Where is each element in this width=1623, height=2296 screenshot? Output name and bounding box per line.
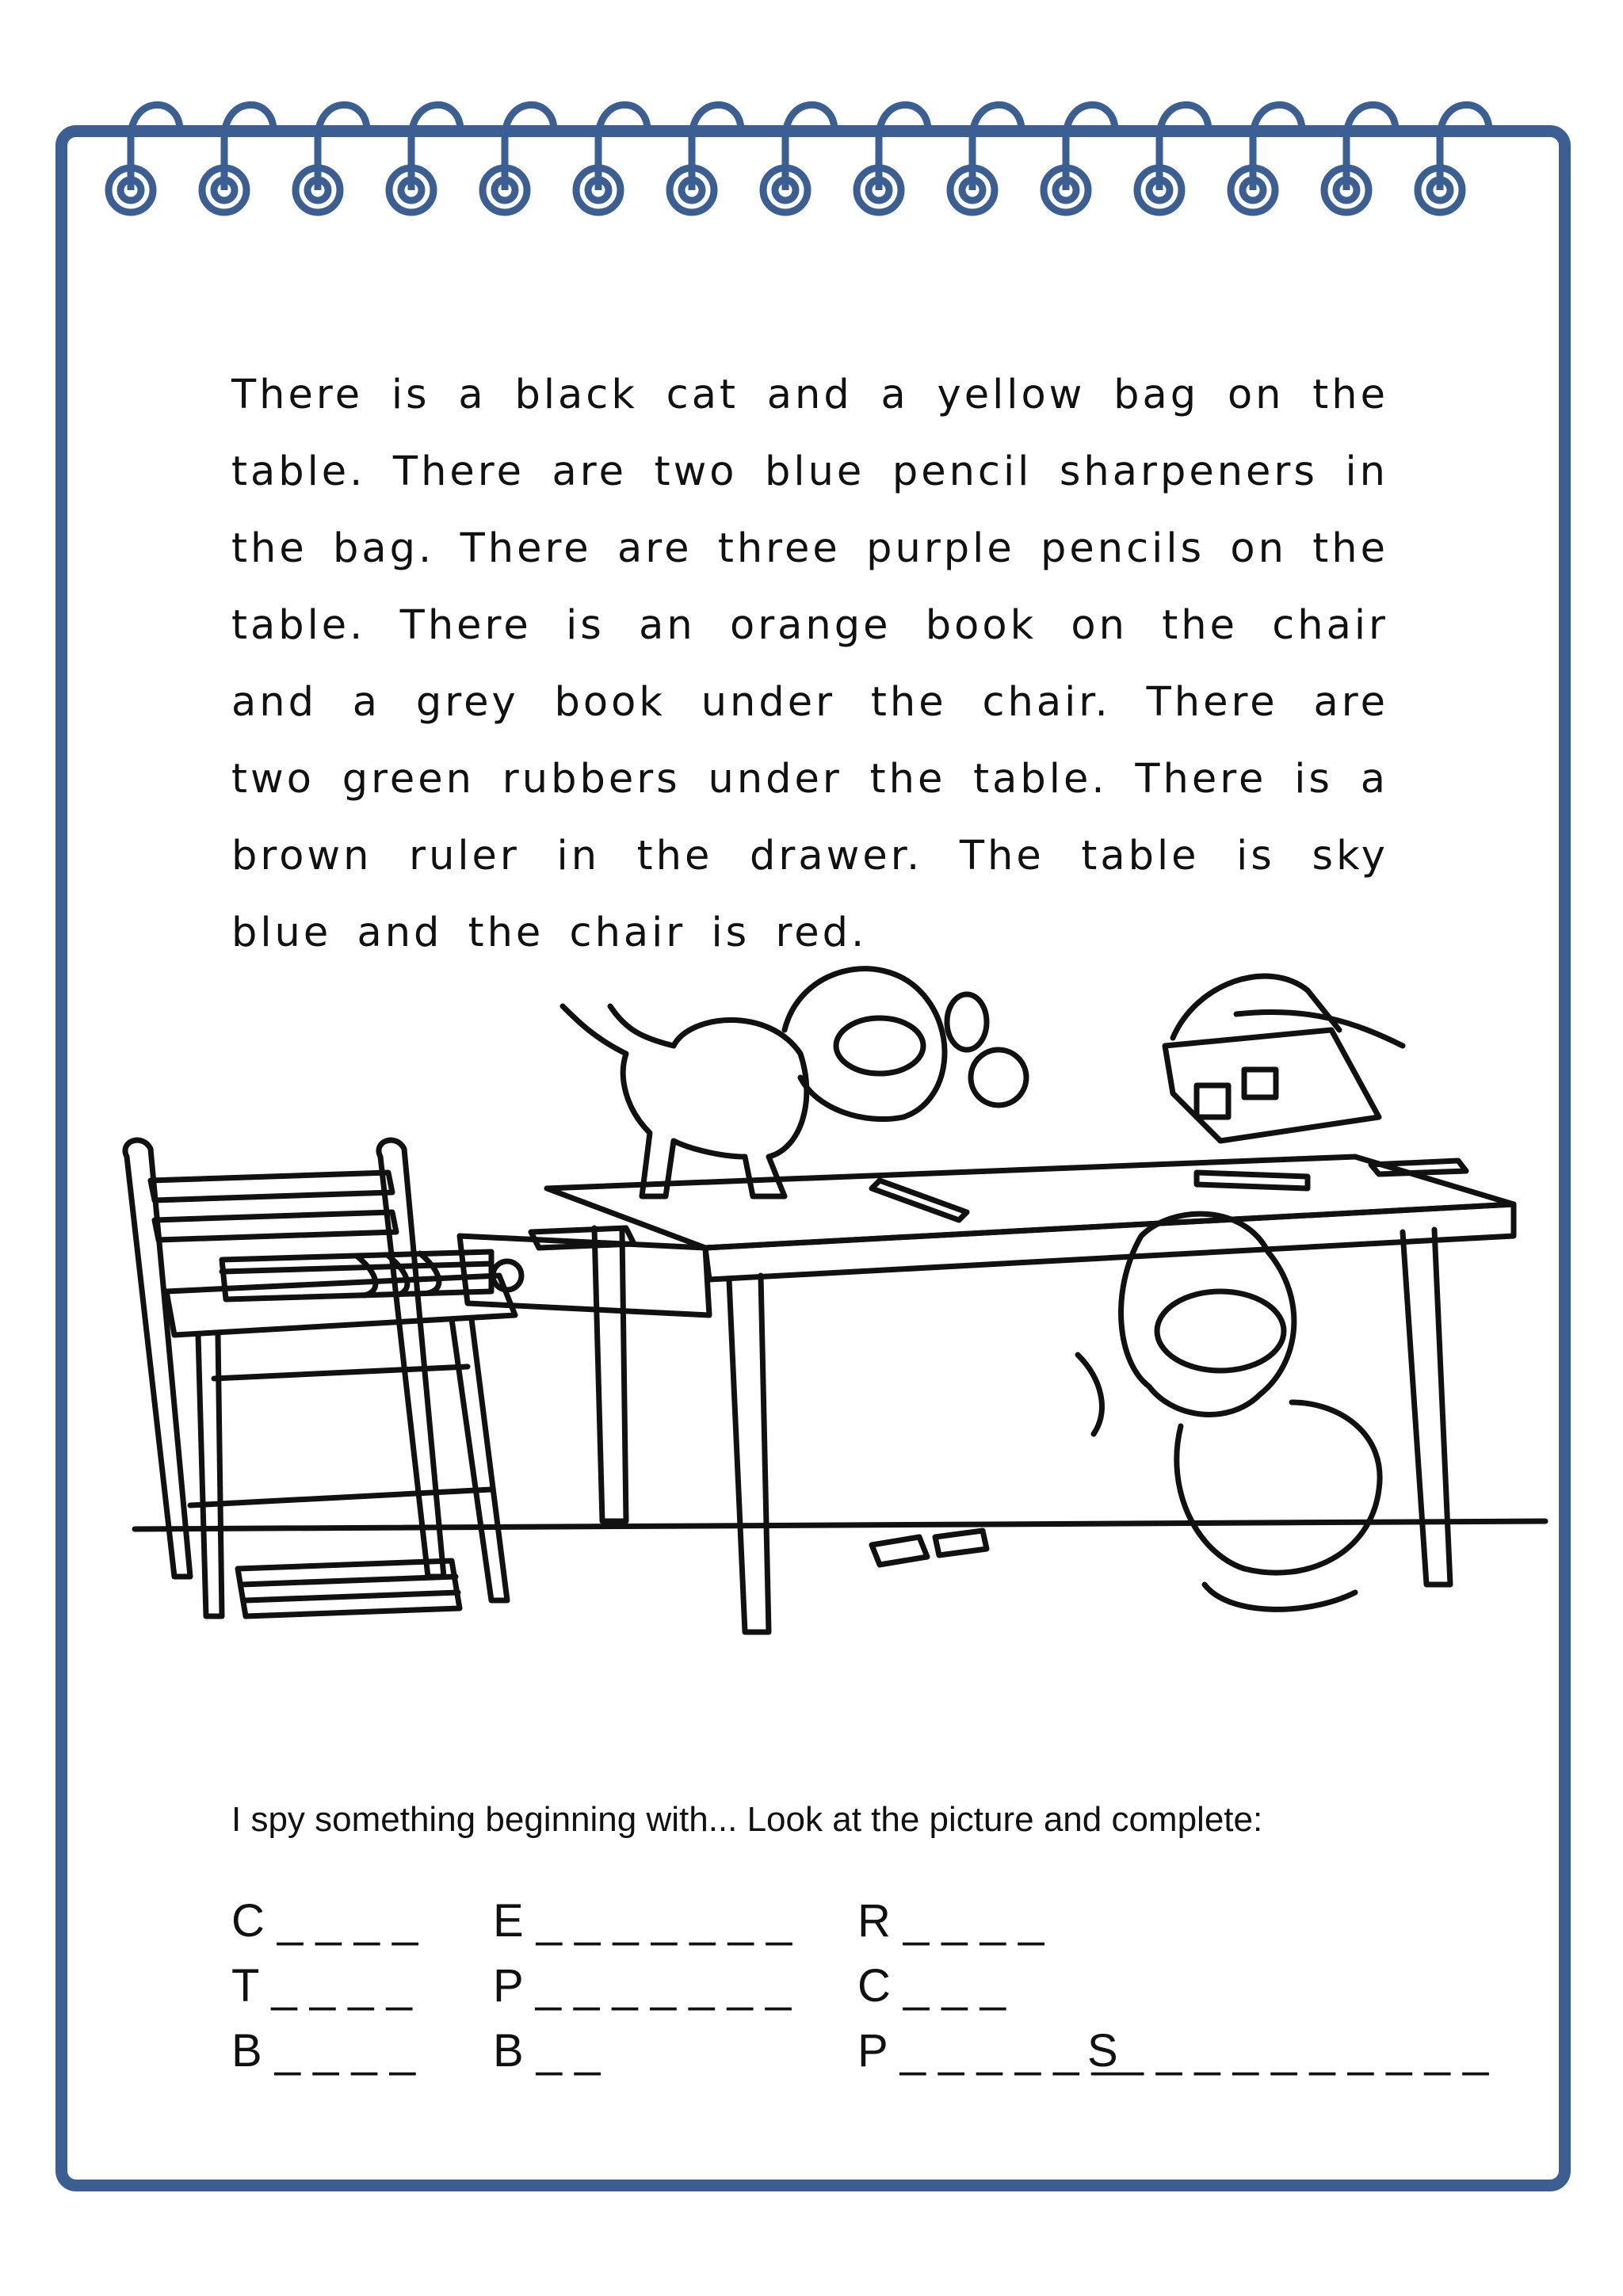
clue-p-7: P _ _ _ _ _ _ <box>857 2025 1117 2077</box>
clue-b-3: B _ _ <box>493 2025 601 2077</box>
clue-p-8: P _ _ _ _ _ _ _ <box>493 1960 792 2012</box>
clue-s-11: S_ _ _ _ _ _ _ _ _ _ <box>1087 2025 1489 2077</box>
clue-c-5: C _ _ _ _ <box>231 1895 418 1947</box>
clue-grid <box>231 1890 1489 2096</box>
story-paragraph: There is a black cat and a yellow bag on the table. There are two blue pencil sharpeners in the bag. There are three purple pencils on the table. There is an orange book on the chair and a grey book under the chair. There are two green rubbers under the table. There is a brown ruler in the drawer. The table is sky blue and the chair is red. <box>231 372 1388 956</box>
table <box>547 1157 1514 1632</box>
floor-line <box>135 1521 1545 1529</box>
drawer <box>460 1228 709 1315</box>
chair <box>125 1140 515 1616</box>
dog <box>1078 1214 1380 1609</box>
clue-t-5: T _ _ _ _ <box>231 1960 412 2012</box>
activity-prompt: I spy something beginning with... Look at the picture and complete: <box>231 1800 1263 1839</box>
bag <box>1165 976 1403 1141</box>
clue-b-5: B _ _ _ _ <box>231 2025 416 2077</box>
clue-e-8: E _ _ _ _ _ _ _ <box>493 1895 792 1947</box>
rubbers <box>872 1531 987 1565</box>
clue-c-4: C _ _ _ <box>857 1960 1006 2012</box>
classroom-illustration <box>119 919 1561 1695</box>
clue-r-5: R _ _ _ _ <box>857 1895 1044 1947</box>
cat <box>563 969 1026 1196</box>
